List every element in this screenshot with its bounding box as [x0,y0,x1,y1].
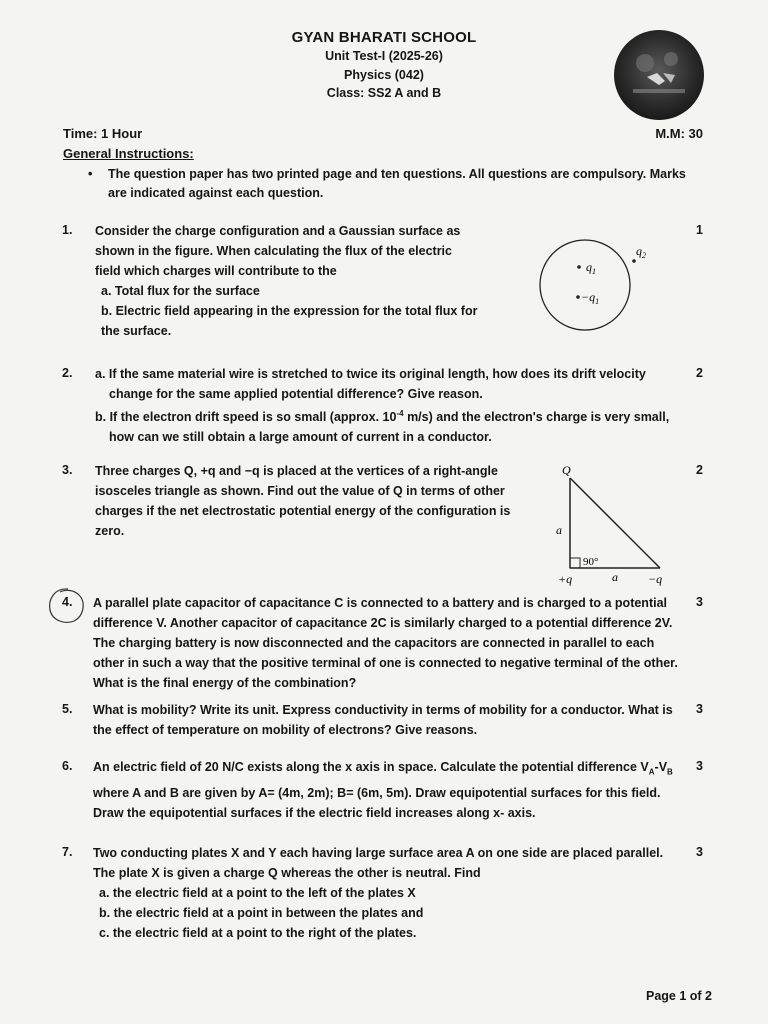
angle-label: 90° [583,556,599,568]
right-angle-mark [570,558,580,568]
question-marks: 2 [696,366,703,380]
instructions-heading: General Instructions: [63,146,194,161]
charge-Q-label: Q [562,463,571,477]
page-number: Page 1 of 2 [646,989,712,1003]
question-6: An electric field of 20 N/C exists along the x axis in space. Calculate the potential difference $V_A-V_B$ where A and B are given by A= (4m, 2m); B= (6m, 5m). Draw equipotential surfaces for this field. Draw the equipotential surfaces if the electric field increases along x- axis. [93,760,673,820]
question-4: A parallel plate capacitor of capacitance C is connected to a battery and is charged to a potential difference V. Another capacitor of capacitance 2C is similarly charged to a potential difference 2V. The charging battery is now disconnected and the capacitors are connected in parallel to each other in such a way that the positive terminal of one is connected to negative terminal of the other. What is the final energy of the combination? [93,596,678,690]
school-logo-icon [613,29,705,121]
question-marks: 3 [696,702,703,716]
time-allowed: Time: 1 Hour [63,126,143,141]
question-number: 7. [62,845,73,859]
question-marks: 3 [696,759,703,773]
side-a-label: a [556,523,562,537]
test-name: Unit Test-I (2025-26) [325,49,443,63]
question-marks: 2 [696,463,703,477]
charge-q1-dot [577,265,581,269]
question-marks: 3 [696,595,703,609]
question-marks: 3 [696,845,703,859]
triangle-hypotenuse [570,478,660,568]
charge-q1-label: $q_1$ [586,260,596,276]
charge-plus-q-label: +q [558,572,573,586]
instruction-item: • The question paper has two printed page and ten questions. All questions are compulsory. Marks are indicated against each question. [88,167,686,200]
class-name: Class: SS2 A and B [326,86,442,100]
subject-name: Physics (042) [344,67,424,82]
charge-minus-q1-dot [576,295,580,299]
base-a-label: a [612,570,618,584]
question-number: 2. [62,366,73,380]
triangle-figure [540,460,680,590]
question-1: Consider the charge configuration and a Gaussian surface as shown in the figure. When calculating the flux of the electric field which charges will contribute to the a. Total flux for the surface b. Electric field appearing in the expression for the total flux for the surface. [95,224,478,338]
max-marks: M.M: 30 [655,126,703,141]
question-number: 5. [62,702,73,716]
gaussian-surface-figure [528,236,658,332]
charge-q2-label: $q_2$ [636,244,646,260]
question-number: 6. [62,759,73,773]
question-5: What is mobility? Write its unit. Express conductivity in terms of mobility for a conductor. What is the effect of temperature on mobility of electrons? Give reasons. [93,703,673,737]
question-number: 1. [62,223,73,237]
charge-q2-dot [632,259,636,263]
question-marks: 1 [696,223,703,237]
question-number: 3. [62,463,73,477]
question-2: a. If the same material wire is stretched to twice its original length, how does its drift velocity change for the same applied potential difference? Give reason. b. If the electron drift speed is so small (approx. $10^{-4}$ m/s) and the electron's charge is very small, how can we still obtain a large amount of current in a conductor. [95,367,670,445]
school-name: GYAN BHARATI SCHOOL [291,29,477,46]
question-7: Two conducting plates X and Y each having large surface area A on one side are placed parallel. The plate X is given a charge Q whereas the other is neutral. Find a. the electric field at a point to the left of the plates X b. the electric field at a point in between the plates and c. the electric field at a point to the right of the plates. [93,846,664,940]
charge-minus-q-label: −q [648,572,663,586]
gaussian-surface [540,240,630,330]
question-3: Three charges Q, +q and −q is placed at the vertices of a right-angle isosceles triangle as shown. Find out the value of Q in terms of other charges if the net electrostatic potential energy of the configuration is zero. [95,464,511,538]
question-number: 4. [62,595,73,609]
bullet-icon: • [88,167,93,181]
charge-minus-q1-label: $-q_1$ [581,290,600,306]
